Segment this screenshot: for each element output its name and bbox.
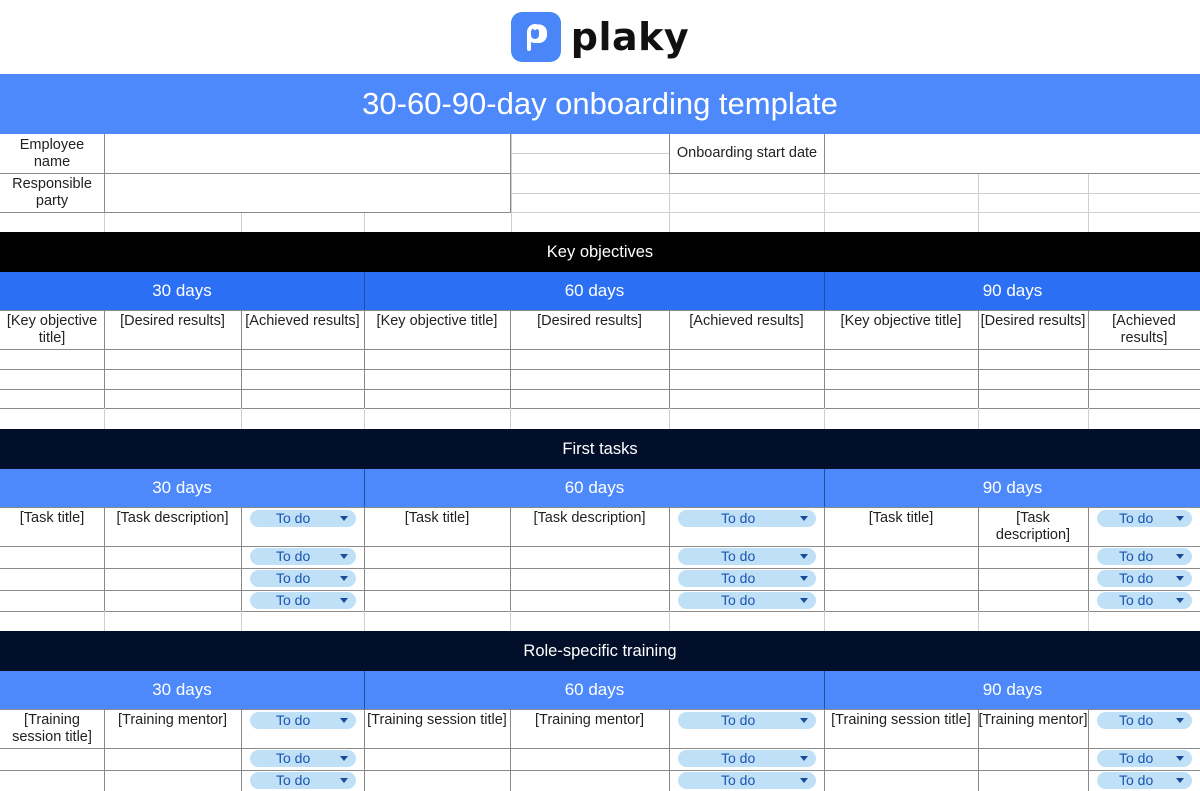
status-label: To do xyxy=(1119,510,1154,526)
status-label: To do xyxy=(276,712,311,728)
period-60-days: 60 days xyxy=(564,680,625,699)
status-label: To do xyxy=(721,750,756,766)
rt-90-mentor-header: [Training mentor] xyxy=(978,712,1088,728)
caret-down-icon xyxy=(800,576,808,581)
status-dropdown[interactable] xyxy=(678,772,816,789)
responsible-party-label: Responsible party xyxy=(12,176,92,209)
status-dropdown[interactable] xyxy=(678,570,816,587)
info-grid xyxy=(0,134,1200,232)
ft-90-task-title-header: [Task title] xyxy=(868,510,934,526)
period-30-days: 30 days xyxy=(152,680,212,699)
caret-down-icon xyxy=(1176,516,1184,521)
ft-60-task-description-header: [Task description] xyxy=(533,510,646,526)
ko-30-desired-results-header: [Desired results] xyxy=(120,313,225,329)
ko-60-desired-results-header: [Desired results] xyxy=(537,313,642,329)
caret-down-icon xyxy=(340,778,348,783)
ft-30-task-title-header: [Task title] xyxy=(19,510,85,526)
status-label: To do xyxy=(721,510,756,526)
plaky-logo xyxy=(511,12,689,62)
role-training-period-header xyxy=(0,671,1200,709)
status-label: To do xyxy=(276,570,311,586)
caret-down-icon xyxy=(800,778,808,783)
ko-30-objective-title-header: [Key objective title] xyxy=(6,313,98,346)
status-label: To do xyxy=(276,750,311,766)
status-dropdown[interactable] xyxy=(250,750,356,767)
status-dropdown[interactable] xyxy=(250,772,356,789)
status-label: To do xyxy=(721,592,756,608)
section-key-objectives: Key objectives xyxy=(0,232,1200,272)
rt-90-session-title-header: [Training session title] xyxy=(831,712,971,728)
caret-down-icon xyxy=(1176,576,1184,581)
first-tasks-period-header xyxy=(0,469,1200,507)
status-label: To do xyxy=(721,712,756,728)
status-dropdown[interactable] xyxy=(678,712,816,729)
period-90-days: 90 days xyxy=(982,281,1043,300)
ko-90-achieved-results-header: [Achieved results] xyxy=(1112,313,1176,346)
status-label: To do xyxy=(1119,772,1154,788)
status-dropdown[interactable] xyxy=(250,548,356,565)
ko-90-desired-results-header: [Desired results] xyxy=(980,313,1086,329)
role-training-table xyxy=(0,709,1200,791)
section-first-tasks: First tasks xyxy=(0,429,1200,469)
section-role-specific-training: Role-specific training xyxy=(0,631,1200,671)
ft-30-task-description-header: [Task description] xyxy=(116,510,229,526)
period-30-days: 30 days xyxy=(152,478,212,497)
rt-60-session-title-header: [Training session title] xyxy=(367,712,507,728)
status-label: To do xyxy=(1119,712,1154,728)
ko-60-objective-title-header: [Key objective title] xyxy=(376,313,498,329)
caret-down-icon xyxy=(1176,554,1184,559)
plaky-logo-icon xyxy=(511,12,561,62)
ft-90-task-description-header: [Task description] xyxy=(995,510,1071,543)
caret-down-icon xyxy=(1176,718,1184,723)
caret-down-icon xyxy=(340,598,348,603)
status-dropdown[interactable] xyxy=(1097,772,1192,789)
caret-down-icon xyxy=(800,554,808,559)
employee-name-label: Employee name xyxy=(19,137,85,170)
status-label: To do xyxy=(1119,592,1154,608)
status-dropdown[interactable] xyxy=(250,510,356,527)
caret-down-icon xyxy=(800,718,808,723)
rt-30-session-title-header: [Training session title] xyxy=(12,712,92,745)
ko-90-objective-title-header: [Key objective title] xyxy=(840,313,962,329)
caret-down-icon xyxy=(340,756,348,761)
caret-down-icon xyxy=(340,718,348,723)
status-dropdown[interactable] xyxy=(1097,570,1192,587)
key-objectives-period-header xyxy=(0,272,1200,310)
period-90-days: 90 days xyxy=(982,478,1043,497)
status-label: To do xyxy=(276,510,311,526)
status-dropdown[interactable] xyxy=(250,712,356,729)
logo-bar xyxy=(0,0,1200,74)
status-dropdown[interactable] xyxy=(1097,712,1192,729)
status-dropdown[interactable] xyxy=(250,592,356,609)
status-dropdown[interactable] xyxy=(250,570,356,587)
status-label: To do xyxy=(721,772,756,788)
status-label: To do xyxy=(721,570,756,586)
ft-60-task-title-header: [Task title] xyxy=(404,510,470,526)
caret-down-icon xyxy=(340,554,348,559)
status-dropdown[interactable] xyxy=(678,510,816,527)
period-30-days: 30 days xyxy=(152,281,212,300)
first-tasks-table xyxy=(0,507,1200,631)
caret-down-icon xyxy=(1176,598,1184,603)
caret-down-icon xyxy=(800,598,808,603)
status-label: To do xyxy=(1119,548,1154,564)
status-dropdown[interactable] xyxy=(678,548,816,565)
onboarding-start-date-label: Onboarding start date xyxy=(676,145,818,161)
caret-down-icon xyxy=(800,756,808,761)
period-90-days: 90 days xyxy=(982,680,1043,699)
status-label: To do xyxy=(276,772,311,788)
caret-down-icon xyxy=(800,516,808,521)
status-dropdown[interactable] xyxy=(1097,592,1192,609)
ko-60-achieved-results-header: [Achieved results] xyxy=(689,313,804,329)
caret-down-icon xyxy=(340,576,348,581)
status-dropdown[interactable] xyxy=(1097,510,1192,527)
responsible-party-field[interactable] xyxy=(105,174,510,212)
status-label: To do xyxy=(276,548,311,564)
onboarding-start-date-field[interactable] xyxy=(825,134,1200,173)
period-60-days: 60 days xyxy=(564,281,625,300)
rt-60-mentor-header: [Training mentor] xyxy=(534,712,645,728)
status-dropdown[interactable] xyxy=(678,750,816,767)
key-objectives-table xyxy=(0,310,1200,429)
status-dropdown[interactable] xyxy=(1097,548,1192,565)
status-dropdown[interactable] xyxy=(678,592,816,609)
page-title: 30-60-90-day onboarding template xyxy=(0,74,1200,134)
period-60-days: 60 days xyxy=(564,478,625,497)
status-dropdown[interactable] xyxy=(1097,750,1192,767)
caret-down-icon xyxy=(1176,778,1184,783)
caret-down-icon xyxy=(340,516,348,521)
status-label: To do xyxy=(1119,570,1154,586)
status-label: To do xyxy=(1119,750,1154,766)
rt-30-mentor-header: [Training mentor] xyxy=(117,712,228,728)
status-label: To do xyxy=(721,548,756,564)
brand-name: plaky xyxy=(570,15,690,59)
status-label: To do xyxy=(276,592,311,608)
employee-name-field[interactable] xyxy=(105,134,510,173)
ko-30-achieved-results-header: [Achieved results] xyxy=(245,313,360,329)
caret-down-icon xyxy=(1176,756,1184,761)
